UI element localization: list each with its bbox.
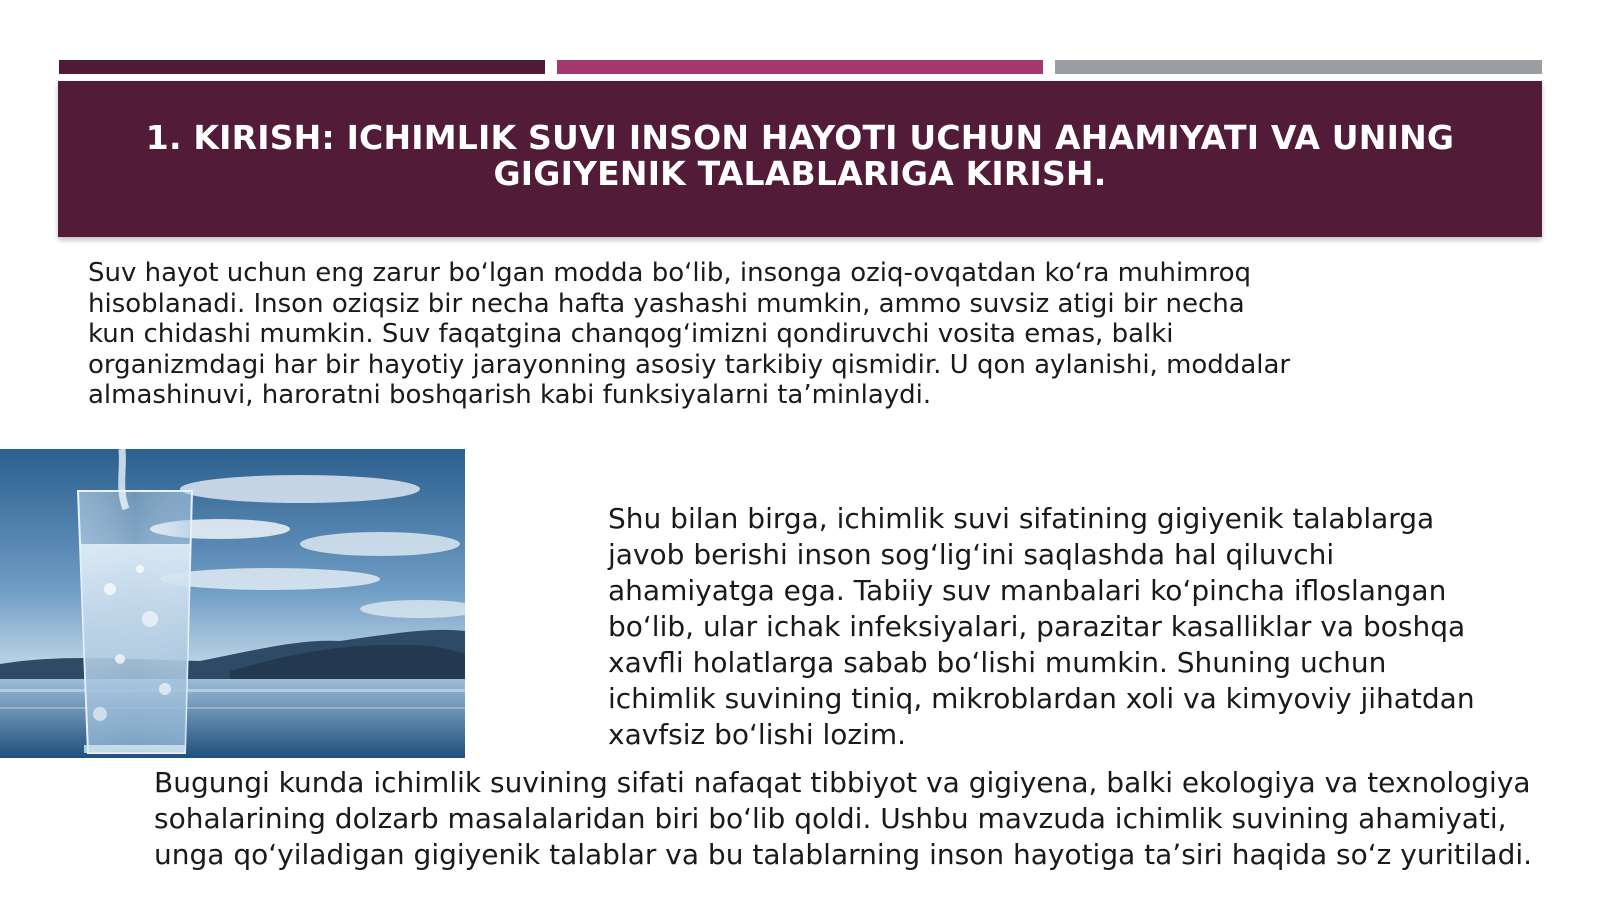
hygiene-paragraph: Shu bilan birga, ichimlik suvi sifatining gigiyenik talablarga javob berishi inson sogʻligʻini saqlashda hal qiluvchi ahamiyatga ega. Tabiiy suv manbalari koʻpincha ifloslangan boʻlib, ular ichak infeksiyalari, parazitar kasalliklar va boshqa xavfli holatlarga sabab boʻlishi mumkin. Shuning uchun ichimlik suvining tiniq, mikroblardan xoli va kimyoviy jihatdan xavfsiz boʻlishi lozim. [608, 502, 1475, 751]
title-banner [58, 81, 1542, 237]
accent-stripe-gray [1055, 60, 1542, 74]
water-glass-photo [0, 449, 465, 758]
intro-paragraph: Suv hayot uchun eng zarur boʻlgan modda boʻlib, insonga oziq-ovqatdan koʻra muhimroq hisoblanadi. Inson oziqsiz bir necha hafta yashashi mumkin, ammo suvsiz atigi bir necha kun chidashi mumkin. Suv faqatgina chanqogʻimizni qondiruvchi vosita emas, balki organizmdagi har bir hayotiy jarayonning asosiy tarkibiy qismidir. U qon aylanishi, moddalar almashinuvi, haroratni boshqarish kabi funksiyalarni taʼminlaydi. [88, 258, 1291, 410]
accent-stripe-magenta [557, 60, 1043, 74]
slide-title: 1. KIRISH: ICHIMLIK SUVI INSON HAYOTI UCHUN AHAMIYATI VA UNING GIGIYENIK TALABLARIGA KIRISH. [145, 118, 1455, 193]
accent-stripe-dark [59, 60, 545, 74]
conclusion-paragraph: Bugungi kunda ichimlik suvining sifati nafaqat tibbiyot va gigiyena, balki ekologiya va texnologiya sohalarining dolzarb masalalaridan biri boʻlib qoldi. Ushbu mavzuda ichimlik suvining ahamiyati, unga qoʻyiladigan gigiyenik talablar va bu talablarning inson hayotiga taʼsiri haqida soʻz yuritiladi. [154, 766, 1533, 871]
